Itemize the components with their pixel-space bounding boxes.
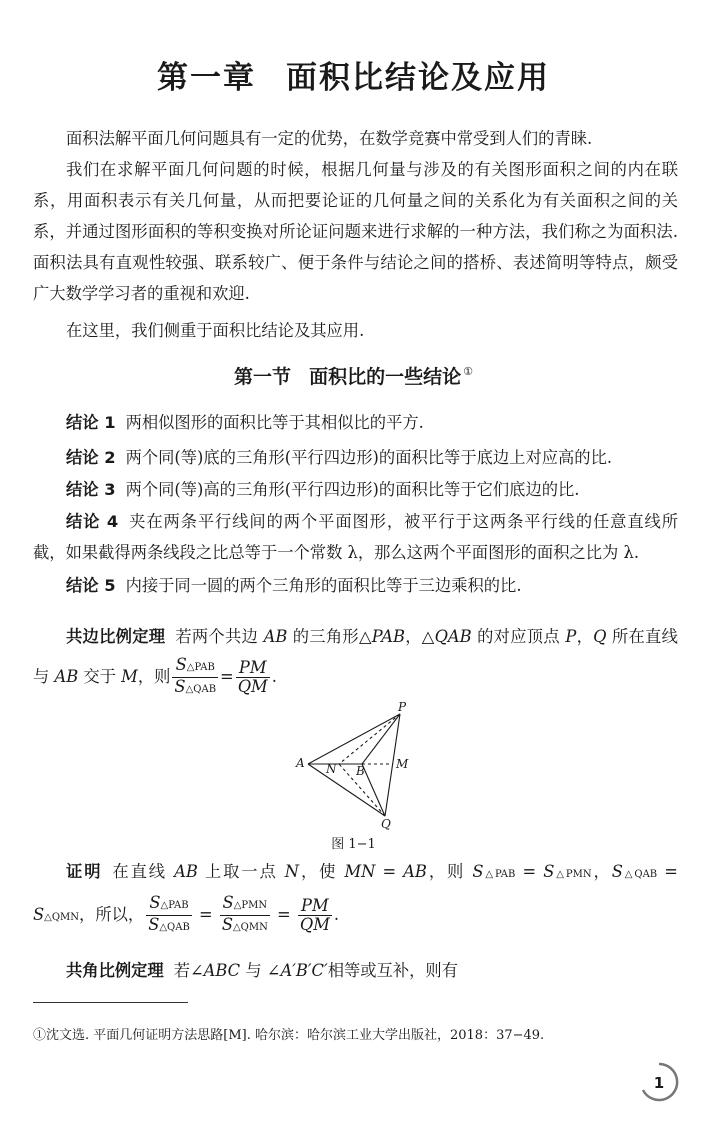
figure-1-1 <box>290 700 420 830</box>
chapter-name: 面积比结论及应用 <box>286 60 550 96</box>
intro-paragraph-1: 面积法解平面几何问题具有一定的优势，在数学竞赛中常受到人们的青睐. <box>66 129 593 148</box>
section-name: 面积比的一些结论 <box>309 366 462 388</box>
footnote: ①沈文选. 平面几何证明方法思路[M]. 哈尔滨：哈尔滨工业大学出版社，2018：37−49. <box>33 1028 545 1043</box>
theorem-label: 共角比例定理 <box>66 961 164 980</box>
segment-PA <box>308 714 400 764</box>
page-number <box>637 1060 681 1104</box>
conclusion-label: 结论 3 <box>66 480 116 499</box>
section-number: 第一节 <box>234 366 292 388</box>
conclusion-text: 内接于同一圆的两个三角形的面积比等于三边乘积的比. <box>125 576 522 595</box>
conclusion-4 <box>33 506 678 568</box>
intro-paragraph-2: 我们在求解平面几何问题的时候，根据几何量与涉及的有关图形面积之间的内在联系，用面积表示有关几何量，从而把要论证的几何量之间的关系化为有关面积之间的关系，并通过图形面积的等积变换对所论证问题来进行求解的一种方法，我们称之为面积法. 面积法具有直观性较强、联系较广、便于条件与结论之间的搭桥、表述简明等特点，颇受广大数学学习者的重视和欢迎. <box>33 160 678 303</box>
section-title <box>0 362 707 389</box>
theorem-label: 共边比例定理 <box>66 627 166 646</box>
chapter-title <box>0 52 707 97</box>
conclusion-label: 结论 5 <box>66 576 116 595</box>
conclusion-text: 两个同(等)高的三角形(平行四边形)的面积比等于它们底边的比. <box>125 480 580 499</box>
proof: 证明 在直线 AB 上取一点 N，使 MN = AB，则 S△PAB = S△PMN，S△QAB = S△QMN，所以， $\frac{\text{S△PAB}}{\text{S△QAB}}$ = $\frac{\text{S△PMN}}{\text{S△QMN}}$ = $\frac{PM}{QM}$ . <box>33 853 678 937</box>
label-A: A <box>296 756 305 770</box>
label-M: M <box>396 757 409 771</box>
intro-paragraph-3: 在这里，我们侧重于面积比结论及其应用. <box>66 321 365 340</box>
conclusion-text: 两相似图形的面积比等于其相似比的平方. <box>125 413 424 432</box>
footnote-divider <box>33 1002 188 1003</box>
conclusion-2 <box>33 442 678 473</box>
conclusion-label: 结论 2 <box>66 448 116 467</box>
theorem-shared-angle: 共角比例定理 若∠ABC 与 ∠A′B′C′相等或互补，则有 <box>66 961 458 980</box>
proof-fraction-2: $\frac{\text{S△PMN}}{\text{S△QMN}}$ <box>221 893 268 934</box>
conclusion-text: 夹在两条平行线间的两个平面图形，被平行于这两条平行线的任意直线所截，如果截得两条线段之比总等于一个常数 λ，那么这两个平面图形的面积之比为 λ. <box>33 512 678 562</box>
label-P: P <box>398 700 407 714</box>
footnote-marker: ① <box>463 365 473 378</box>
label-N: N <box>326 762 337 776</box>
label-B: B <box>356 764 365 778</box>
figure-caption: 图 1−1 <box>331 837 376 852</box>
conclusion-5 <box>33 570 678 601</box>
chapter-number: 第一章 <box>157 60 256 96</box>
label-Q: Q <box>381 817 391 830</box>
conclusion-label: 结论 1 <box>66 413 116 432</box>
proof-label: 证明 <box>66 862 103 881</box>
conclusion-3 <box>33 474 678 505</box>
segment-PN <box>339 714 400 764</box>
proof-fraction-1: $\frac{\text{S△PAB}}{\text{S△QAB}}$ <box>148 893 190 934</box>
page-number-text: 1 <box>653 1074 665 1092</box>
conclusion-label: 结论 4 <box>66 512 119 531</box>
conclusion-text: 两个同(等)底的三角形(平行四边形)的面积比等于底边上对应高的比. <box>125 448 613 467</box>
segment-ratio-fraction: $\frac{PM}{QM}$ <box>237 658 268 696</box>
area-ratio-fraction: $\frac{\text{S△PAB}}{\text{S△QAB}}$ <box>174 655 217 696</box>
theorem-shared-side: 共边比例定理 若两个共边 AB 的三角形△PAB，△QAB 的对应顶点 P，Q 所在直线与 AB 交于 M，则 $\frac{\text{S△PAB}}{\text{S△QAB}}$ = $\frac{PM}{QM}$ . <box>33 618 678 699</box>
proof-fraction-3: $\frac{PM}{QM}$ <box>299 896 330 934</box>
conclusion-1 <box>33 407 678 438</box>
